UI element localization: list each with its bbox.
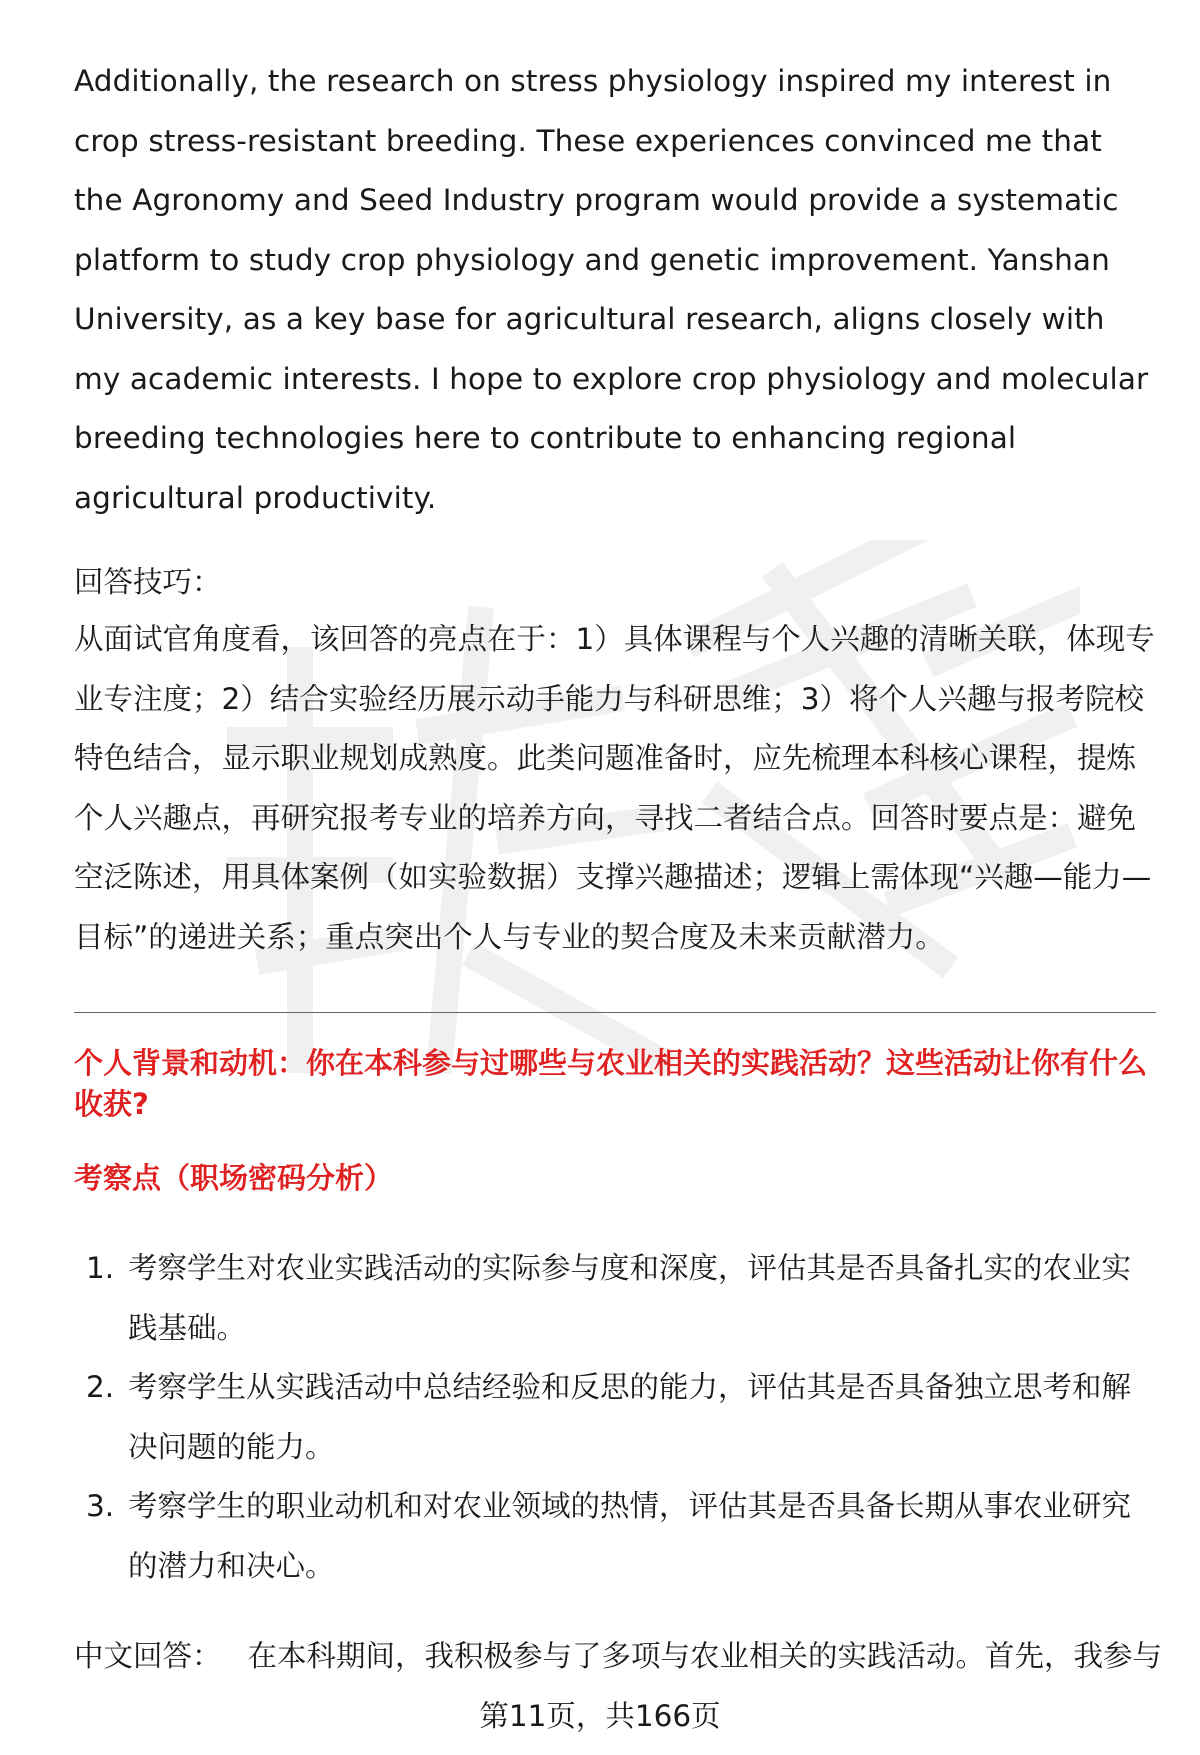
list-item [74, 1477, 1156, 1596]
list-item-text: 考察学生从实践活动中总结经验和反思的能力，评估其是否具备独立思考和解决问题的能力。 [128, 1370, 1132, 1464]
answer-label: 中文回答： [74, 1639, 222, 1673]
list-item-number: 2. [86, 1370, 115, 1404]
assessment-list [74, 1239, 1156, 1596]
list-item-text: 考察学生的职业动机和对农业领域的热情，评估其是否具备长期从事农业研究的潜力和决心。 [128, 1489, 1132, 1583]
question-heading: 个人背景和动机：你在本科参与过哪些与农业相关的实践活动？这些活动让你有什么收获? [74, 1046, 1148, 1121]
chinese-answer [74, 1636, 1163, 1676]
list-item [74, 1358, 1156, 1477]
page-content [74, 52, 1163, 1676]
list-item-number: 1. [86, 1251, 115, 1285]
list-item-number: 3. [86, 1489, 115, 1523]
tips-label: 回答技巧： [74, 565, 222, 599]
page-number: 第11页，共166页 [479, 1699, 721, 1733]
assessment-heading: 考察点（职场密码分析） [74, 1161, 394, 1195]
english-paragraph: Additionally, the research on stress physiology inspired my interest in crop stress-resistant breeding. These experiences convinced me that the Agronomy and Seed Industry program would provide a systematic platform to study crop physiology and genetic improvement. Yanshan University, as a key base for agricultural research, aligns closely with my academic interests. I hope to explore crop physiology and molecular breeding technologies here to contribute to enhancing regional agricultural productivity. [74, 64, 1149, 515]
list-item-text: 考察学生对农业实践活动的实际参与度和深度，评估其是否具备扎实的农业实践基础。 [128, 1251, 1132, 1345]
answer-text: 在本科期间，我积极参与了多项与农业相关的实践活动。首先，我参与 [247, 1639, 1163, 1673]
list-item [74, 1239, 1156, 1358]
section-divider [74, 1012, 1156, 1013]
tips-body: 从面试官角度看，该回答的亮点在于：1）具体课程与个人兴趣的清晰关联，体现专业专注度；2）结合实验经历展示动手能力与科研思维；3）将个人兴趣与报考院校特色结合，显示职业规划成熟度。此类问题准备时，应先梳理本科核心课程，提炼个人兴趣点，再研究报考专业的培养方向，寻找二者结合点。回答时要点是：避免空泛陈述，用具体案例（如实验数据）支撑兴趣描述；逻辑上需体现“兴趣—能力—目标”的递进关系；重点突出个人与专业的契合度及未来贡献潜力。 [74, 622, 1155, 954]
